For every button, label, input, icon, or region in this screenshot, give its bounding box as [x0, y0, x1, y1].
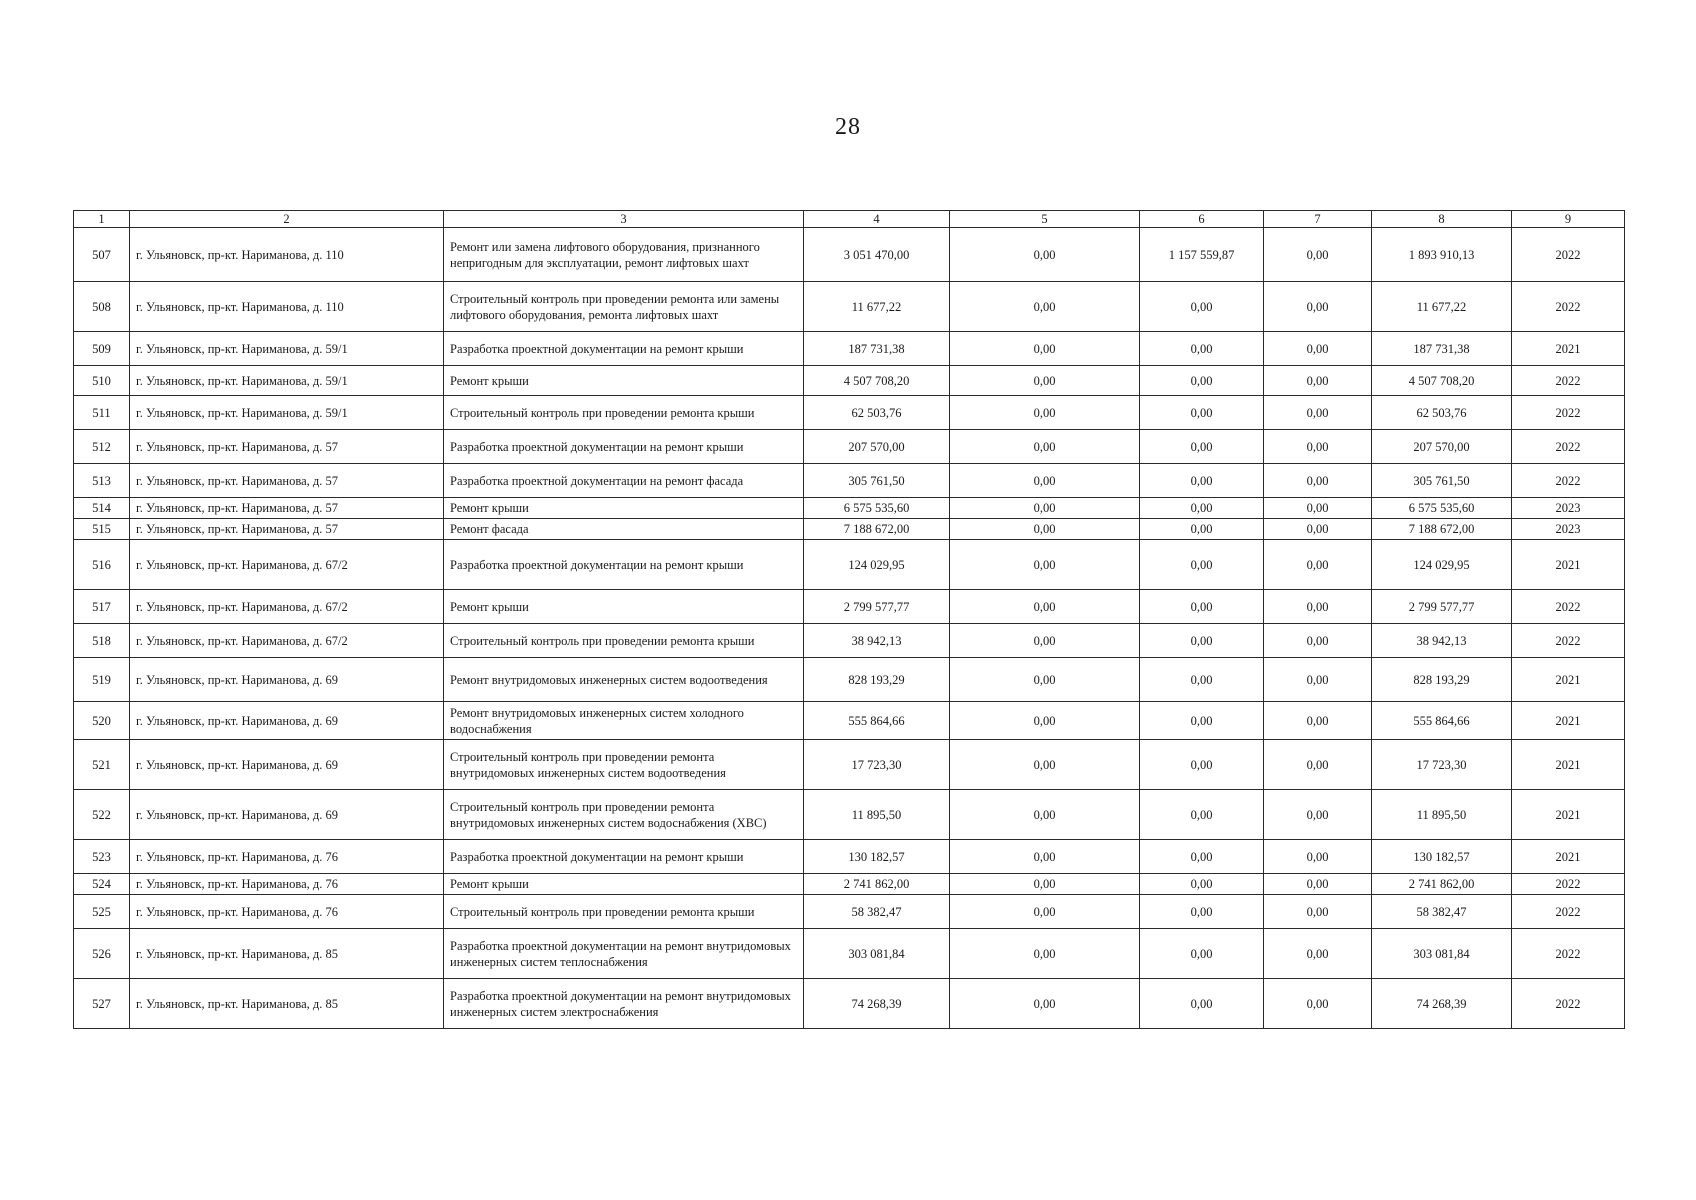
address-cell: г. Ульяновск, пр-кт. Нариманова, д. 57 [130, 519, 444, 540]
owners-funds-cell: 0,00 [1140, 874, 1264, 895]
work-type-cell: Ремонт крыши [444, 590, 804, 624]
year-cell: 2022 [1512, 979, 1625, 1029]
year-cell: 2021 [1512, 702, 1625, 740]
capital-repair-fund-cell: 207 570,00 [1372, 430, 1512, 464]
row-number: 518 [74, 624, 130, 658]
year-cell: 2022 [1512, 929, 1625, 979]
capital-repair-fund-cell: 187 731,38 [1372, 332, 1512, 366]
row-number: 522 [74, 790, 130, 840]
row-number: 524 [74, 874, 130, 895]
fund-cell: 0,00 [950, 740, 1140, 790]
address-cell: г. Ульяновск, пр-кт. Нариманова, д. 69 [130, 658, 444, 702]
total-cost-cell: 305 761,50 [804, 464, 950, 498]
capital-repair-fund-cell: 124 029,95 [1372, 540, 1512, 590]
capital-repair-fund-cell: 305 761,50 [1372, 464, 1512, 498]
fund-cell: 0,00 [950, 396, 1140, 430]
owners-funds-cell: 0,00 [1140, 366, 1264, 396]
year-cell: 2022 [1512, 590, 1625, 624]
other-funds-cell: 0,00 [1264, 929, 1372, 979]
row-number: 517 [74, 590, 130, 624]
address-cell: г. Ульяновск, пр-кт. Нариманова, д. 59/1 [130, 332, 444, 366]
column-header: 1 [74, 211, 130, 228]
work-type-cell: Разработка проектной документации на ремонт крыши [444, 332, 804, 366]
total-cost-cell: 4 507 708,20 [804, 366, 950, 396]
table-row [74, 658, 1625, 702]
other-funds-cell: 0,00 [1264, 658, 1372, 702]
row-number: 507 [74, 228, 130, 282]
table-row [74, 874, 1625, 895]
owners-funds-cell: 0,00 [1140, 282, 1264, 332]
owners-funds-cell: 0,00 [1140, 590, 1264, 624]
row-number: 519 [74, 658, 130, 702]
capital-repair-fund-cell: 11 895,50 [1372, 790, 1512, 840]
fund-cell: 0,00 [950, 658, 1140, 702]
address-cell: г. Ульяновск, пр-кт. Нариманова, д. 110 [130, 282, 444, 332]
capital-repair-fund-cell: 11 677,22 [1372, 282, 1512, 332]
row-number: 512 [74, 430, 130, 464]
owners-funds-cell: 1 157 559,87 [1140, 228, 1264, 282]
fund-cell: 0,00 [950, 228, 1140, 282]
fund-cell: 0,00 [950, 540, 1140, 590]
other-funds-cell: 0,00 [1264, 790, 1372, 840]
address-cell: г. Ульяновск, пр-кт. Нариманова, д. 85 [130, 979, 444, 1029]
capital-repair-fund-cell: 2 799 577,77 [1372, 590, 1512, 624]
table-header-row [74, 211, 1625, 228]
total-cost-cell: 555 864,66 [804, 702, 950, 740]
total-cost-cell: 130 182,57 [804, 840, 950, 874]
table-row [74, 590, 1625, 624]
column-header: 4 [804, 211, 950, 228]
other-funds-cell: 0,00 [1264, 228, 1372, 282]
capital-repair-fund-cell: 303 081,84 [1372, 929, 1512, 979]
fund-cell: 0,00 [950, 430, 1140, 464]
row-number: 509 [74, 332, 130, 366]
fund-cell: 0,00 [950, 929, 1140, 979]
address-cell: г. Ульяновск, пр-кт. Нариманова, д. 67/2 [130, 624, 444, 658]
address-cell: г. Ульяновск, пр-кт. Нариманова, д. 57 [130, 464, 444, 498]
year-cell: 2021 [1512, 658, 1625, 702]
fund-cell: 0,00 [950, 790, 1140, 840]
other-funds-cell: 0,00 [1264, 519, 1372, 540]
work-type-cell: Строительный контроль при проведении ремонта внутридомовых инженерных систем водоснабжения (ХВС) [444, 790, 804, 840]
table-row [74, 540, 1625, 590]
owners-funds-cell: 0,00 [1140, 929, 1264, 979]
capital-repair-fund-cell: 74 268,39 [1372, 979, 1512, 1029]
row-number: 525 [74, 895, 130, 929]
year-cell: 2022 [1512, 464, 1625, 498]
table-row [74, 498, 1625, 519]
year-cell: 2021 [1512, 790, 1625, 840]
table-row [74, 396, 1625, 430]
address-cell: г. Ульяновск, пр-кт. Нариманова, д. 76 [130, 874, 444, 895]
fund-cell: 0,00 [950, 702, 1140, 740]
total-cost-cell: 11 677,22 [804, 282, 950, 332]
row-number: 508 [74, 282, 130, 332]
year-cell: 2023 [1512, 498, 1625, 519]
total-cost-cell: 207 570,00 [804, 430, 950, 464]
column-header: 6 [1140, 211, 1264, 228]
owners-funds-cell: 0,00 [1140, 624, 1264, 658]
column-header: 9 [1512, 211, 1625, 228]
fund-cell: 0,00 [950, 282, 1140, 332]
owners-funds-cell: 0,00 [1140, 332, 1264, 366]
page-number: 28 [835, 114, 861, 140]
year-cell: 2021 [1512, 540, 1625, 590]
work-type-cell: Ремонт фасада [444, 519, 804, 540]
total-cost-cell: 74 268,39 [804, 979, 950, 1029]
capital-repair-fund-cell: 17 723,30 [1372, 740, 1512, 790]
address-cell: г. Ульяновск, пр-кт. Нариманова, д. 67/2 [130, 590, 444, 624]
year-cell: 2022 [1512, 228, 1625, 282]
other-funds-cell: 0,00 [1264, 874, 1372, 895]
work-type-cell: Разработка проектной документации на ремонт фасада [444, 464, 804, 498]
other-funds-cell: 0,00 [1264, 464, 1372, 498]
work-type-cell: Ремонт внутридомовых инженерных систем водоотведения [444, 658, 804, 702]
year-cell: 2022 [1512, 874, 1625, 895]
work-type-cell: Строительный контроль при проведении ремонта или замены лифтового оборудования, ремонта лифтовых шахт [444, 282, 804, 332]
work-type-cell: Строительный контроль при проведении ремонта крыши [444, 624, 804, 658]
work-type-cell: Разработка проектной документации на ремонт крыши [444, 540, 804, 590]
table-row [74, 519, 1625, 540]
total-cost-cell: 303 081,84 [804, 929, 950, 979]
work-type-cell: Строительный контроль при проведении ремонта крыши [444, 396, 804, 430]
owners-funds-cell: 0,00 [1140, 519, 1264, 540]
capital-repair-fund-cell: 2 741 862,00 [1372, 874, 1512, 895]
year-cell: 2021 [1512, 332, 1625, 366]
other-funds-cell: 0,00 [1264, 979, 1372, 1029]
capital-repair-fund-cell: 62 503,76 [1372, 396, 1512, 430]
table-row [74, 895, 1625, 929]
column-header: 7 [1264, 211, 1372, 228]
owners-funds-cell: 0,00 [1140, 790, 1264, 840]
row-number: 513 [74, 464, 130, 498]
fund-cell: 0,00 [950, 874, 1140, 895]
table-row [74, 366, 1625, 396]
fund-cell: 0,00 [950, 979, 1140, 1029]
total-cost-cell: 17 723,30 [804, 740, 950, 790]
other-funds-cell: 0,00 [1264, 282, 1372, 332]
work-type-cell: Разработка проектной документации на ремонт внутридомовых инженерных систем теплоснабжения [444, 929, 804, 979]
year-cell: 2021 [1512, 840, 1625, 874]
year-cell: 2022 [1512, 624, 1625, 658]
row-number: 514 [74, 498, 130, 519]
address-cell: г. Ульяновск, пр-кт. Нариманова, д. 69 [130, 790, 444, 840]
year-cell: 2021 [1512, 740, 1625, 790]
address-cell: г. Ульяновск, пр-кт. Нариманова, д. 59/1 [130, 396, 444, 430]
total-cost-cell: 187 731,38 [804, 332, 950, 366]
fund-cell: 0,00 [950, 840, 1140, 874]
capital-repair-fund-cell: 4 507 708,20 [1372, 366, 1512, 396]
capital-repair-fund-cell: 38 942,13 [1372, 624, 1512, 658]
owners-funds-cell: 0,00 [1140, 895, 1264, 929]
address-cell: г. Ульяновск, пр-кт. Нариманова, д. 59/1 [130, 366, 444, 396]
capital-repair-fund-cell: 130 182,57 [1372, 840, 1512, 874]
address-cell: г. Ульяновск, пр-кт. Нариманова, д. 76 [130, 840, 444, 874]
address-cell: г. Ульяновск, пр-кт. Нариманова, д. 85 [130, 929, 444, 979]
address-cell: г. Ульяновск, пр-кт. Нариманова, д. 69 [130, 702, 444, 740]
total-cost-cell: 2 799 577,77 [804, 590, 950, 624]
total-cost-cell: 3 051 470,00 [804, 228, 950, 282]
fund-cell: 0,00 [950, 624, 1140, 658]
row-number: 515 [74, 519, 130, 540]
capital-repair-fund-cell: 58 382,47 [1372, 895, 1512, 929]
work-type-cell: Ремонт крыши [444, 874, 804, 895]
total-cost-cell: 11 895,50 [804, 790, 950, 840]
row-number: 523 [74, 840, 130, 874]
address-cell: г. Ульяновск, пр-кт. Нариманова, д. 57 [130, 498, 444, 519]
owners-funds-cell: 0,00 [1140, 740, 1264, 790]
work-type-cell: Строительный контроль при проведении ремонта внутридомовых инженерных систем водоотведения [444, 740, 804, 790]
owners-funds-cell: 0,00 [1140, 979, 1264, 1029]
year-cell: 2022 [1512, 430, 1625, 464]
fund-cell: 0,00 [950, 895, 1140, 929]
table-row [74, 929, 1625, 979]
work-type-cell: Разработка проектной документации на ремонт внутридомовых инженерных систем электроснабжения [444, 979, 804, 1029]
capital-repair-fund-cell: 555 864,66 [1372, 702, 1512, 740]
total-cost-cell: 828 193,29 [804, 658, 950, 702]
row-number: 521 [74, 740, 130, 790]
row-number: 511 [74, 396, 130, 430]
total-cost-cell: 62 503,76 [804, 396, 950, 430]
row-number: 526 [74, 929, 130, 979]
repair-program-table [73, 210, 1625, 1029]
table-row [74, 740, 1625, 790]
fund-cell: 0,00 [950, 519, 1140, 540]
owners-funds-cell: 0,00 [1140, 430, 1264, 464]
year-cell: 2022 [1512, 895, 1625, 929]
capital-repair-fund-cell: 7 188 672,00 [1372, 519, 1512, 540]
year-cell: 2022 [1512, 396, 1625, 430]
other-funds-cell: 0,00 [1264, 740, 1372, 790]
other-funds-cell: 0,00 [1264, 624, 1372, 658]
row-number: 527 [74, 979, 130, 1029]
fund-cell: 0,00 [950, 332, 1140, 366]
work-type-cell: Ремонт крыши [444, 366, 804, 396]
table-row [74, 624, 1625, 658]
other-funds-cell: 0,00 [1264, 396, 1372, 430]
total-cost-cell: 6 575 535,60 [804, 498, 950, 519]
row-number: 516 [74, 540, 130, 590]
other-funds-cell: 0,00 [1264, 840, 1372, 874]
work-type-cell: Ремонт или замена лифтового оборудования, признанного непригодным для эксплуатации, ремонт лифтовых шахт [444, 228, 804, 282]
total-cost-cell: 124 029,95 [804, 540, 950, 590]
table-row [74, 702, 1625, 740]
other-funds-cell: 0,00 [1264, 895, 1372, 929]
owners-funds-cell: 0,00 [1140, 396, 1264, 430]
fund-cell: 0,00 [950, 498, 1140, 519]
table-row [74, 979, 1625, 1029]
table-row [74, 332, 1625, 366]
address-cell: г. Ульяновск, пр-кт. Нариманова, д. 57 [130, 430, 444, 464]
total-cost-cell: 38 942,13 [804, 624, 950, 658]
total-cost-cell: 2 741 862,00 [804, 874, 950, 895]
work-type-cell: Разработка проектной документации на ремонт крыши [444, 840, 804, 874]
table-row [74, 228, 1625, 282]
other-funds-cell: 0,00 [1264, 498, 1372, 519]
table-row [74, 464, 1625, 498]
year-cell: 2022 [1512, 366, 1625, 396]
other-funds-cell: 0,00 [1264, 702, 1372, 740]
work-type-cell: Строительный контроль при проведении ремонта крыши [444, 895, 804, 929]
table-row [74, 790, 1625, 840]
year-cell: 2023 [1512, 519, 1625, 540]
other-funds-cell: 0,00 [1264, 540, 1372, 590]
address-cell: г. Ульяновск, пр-кт. Нариманова, д. 67/2 [130, 540, 444, 590]
address-cell: г. Ульяновск, пр-кт. Нариманова, д. 69 [130, 740, 444, 790]
other-funds-cell: 0,00 [1264, 366, 1372, 396]
total-cost-cell: 58 382,47 [804, 895, 950, 929]
owners-funds-cell: 0,00 [1140, 498, 1264, 519]
other-funds-cell: 0,00 [1264, 590, 1372, 624]
capital-repair-fund-cell: 828 193,29 [1372, 658, 1512, 702]
table-row [74, 282, 1625, 332]
column-header: 2 [130, 211, 444, 228]
owners-funds-cell: 0,00 [1140, 540, 1264, 590]
capital-repair-fund-cell: 1 893 910,13 [1372, 228, 1512, 282]
owners-funds-cell: 0,00 [1140, 464, 1264, 498]
row-number: 510 [74, 366, 130, 396]
work-type-cell: Ремонт крыши [444, 498, 804, 519]
address-cell: г. Ульяновск, пр-кт. Нариманова, д. 76 [130, 895, 444, 929]
row-number: 520 [74, 702, 130, 740]
work-type-cell: Разработка проектной документации на ремонт крыши [444, 430, 804, 464]
work-type-cell: Ремонт внутридомовых инженерных систем холодного водоснабжения [444, 702, 804, 740]
owners-funds-cell: 0,00 [1140, 840, 1264, 874]
other-funds-cell: 0,00 [1264, 430, 1372, 464]
owners-funds-cell: 0,00 [1140, 658, 1264, 702]
table-row [74, 840, 1625, 874]
fund-cell: 0,00 [950, 366, 1140, 396]
table-row [74, 430, 1625, 464]
other-funds-cell: 0,00 [1264, 332, 1372, 366]
fund-cell: 0,00 [950, 590, 1140, 624]
column-header: 3 [444, 211, 804, 228]
column-header: 5 [950, 211, 1140, 228]
year-cell: 2022 [1512, 282, 1625, 332]
address-cell: г. Ульяновск, пр-кт. Нариманова, д. 110 [130, 228, 444, 282]
total-cost-cell: 7 188 672,00 [804, 519, 950, 540]
capital-repair-fund-cell: 6 575 535,60 [1372, 498, 1512, 519]
column-header: 8 [1372, 211, 1512, 228]
fund-cell: 0,00 [950, 464, 1140, 498]
owners-funds-cell: 0,00 [1140, 702, 1264, 740]
